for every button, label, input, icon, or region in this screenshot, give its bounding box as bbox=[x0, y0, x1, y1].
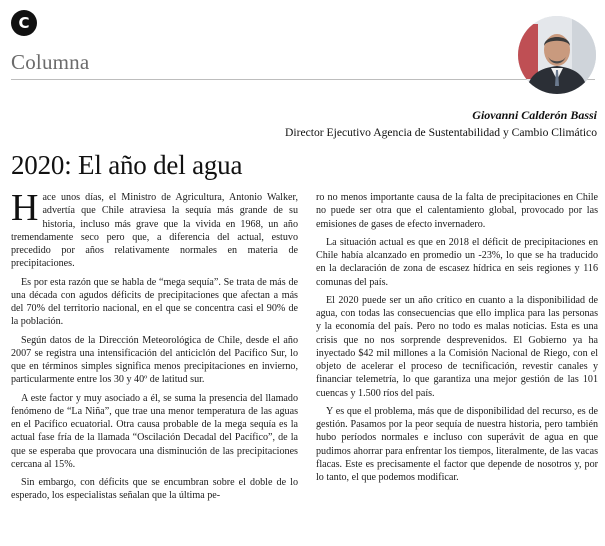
author-portrait-image bbox=[518, 16, 596, 94]
author-photo bbox=[518, 16, 596, 94]
article-title: 2020: El año del agua bbox=[11, 150, 243, 180]
author-name: Giovanni Calderón Bassi bbox=[472, 108, 597, 122]
paragraph-text: ace unos días, el Ministro de Agricultura, Antonio Walker, advertía que Chile atraviesa la sequía más grande de su historia, incluso más grave que la vivida en 1968, un año tremendamente seco pero que, a diferencia del actual, estuvo precedido por años relativamente normales en materia de precipitaciones. bbox=[11, 192, 298, 270]
column-badge-icon: C bbox=[11, 10, 37, 36]
paragraph: El 2020 puede ser un año crítico en cuanto a la disponibilidad de agua, con todas las consecuencias que ello implica para las personas y la economía del país. Pero no todo es malas noticias. Esta es una crisis que no nos sorprende desprevenidos. El Gobierno ya ha inyectado $42 mil millones a la Comisión Nacional de Riego, con el objeto de acelerar el proceso de tecnificación, revestir canales y financiar telemetría, lo que garantiza una mejor gestión de las 101 cuencas y 1.500 ríos del país. bbox=[316, 294, 598, 399]
section-label: Columna bbox=[11, 50, 90, 74]
author-block bbox=[285, 108, 597, 140]
paragraph: Es por esta razón que se habla de “mega sequía”. Se trata de más de una década con agudos déficits de precipitaciones que afectan a más del 70% del territorio nacional, en el que se concentra casi el 90% de la población. bbox=[11, 276, 298, 328]
paragraph: Y es que el problema, más que de disponibilidad del recurso, es de gestión. Pasamos por la peor sequía de nuestra historia, pero también hubo períodos normales e incluso con superávit de agua en que pudimos ahorrar para enfrentar los tiempos, literalmente, de las vacas flacas. Este es precisamente el factor que depende de nosotros y, por lo tanto, el que podemos modificar. bbox=[316, 405, 598, 483]
paragraph bbox=[11, 187, 298, 271]
paragraph: ro no menos importante causa de la falta de precipitaciones en Chile no puede ser otra que el calentamiento global, provocado por las emisiones de gases de efecto invernadero. bbox=[316, 192, 598, 230]
paragraph: Sin embargo, con déficits que se encumbran sobre el doble de lo esperado, los especialistas señalan que la última pe- bbox=[11, 477, 298, 502]
article-column-left bbox=[11, 187, 298, 508]
paragraph: La situación actual es que en 2018 el déficit de precipitaciones en Chile había alcanzado en promedio un -23%, lo que se ha traducido en la declaración de zona de escasez hídrica en seis regiones y 116 comunas del país. bbox=[316, 236, 598, 288]
header-divider bbox=[11, 79, 595, 80]
article-column-right bbox=[316, 191, 598, 489]
paragraph: Según datos de la Dirección Meteorológica de Chile, desde el año 2007 se registra una intensificación del anticiclón del Pacífico Sur, lo que en términos simples significa menos precipitaciones en invierno, particularmente entre los 30 y 40º de latitud sur. bbox=[11, 334, 298, 386]
author-role: Director Ejecutivo Agencia de Sustentabilidad y Cambio Climático bbox=[285, 126, 597, 139]
drop-cap: H bbox=[11, 187, 39, 229]
paragraph: A este factor y muy asociado a él, se suma la presencia del llamado fenómeno de “La Niña”, que trae una menor temperatura de las aguas en el Pacífico ecuatorial. Otra causa probable de la mega sequía es la actual fase fría de la llamada “Oscilación Decadal del Pacífico”, de la que se esperaba que provocara una disminución de las precipitaciones cercana al 15%. bbox=[11, 392, 298, 470]
